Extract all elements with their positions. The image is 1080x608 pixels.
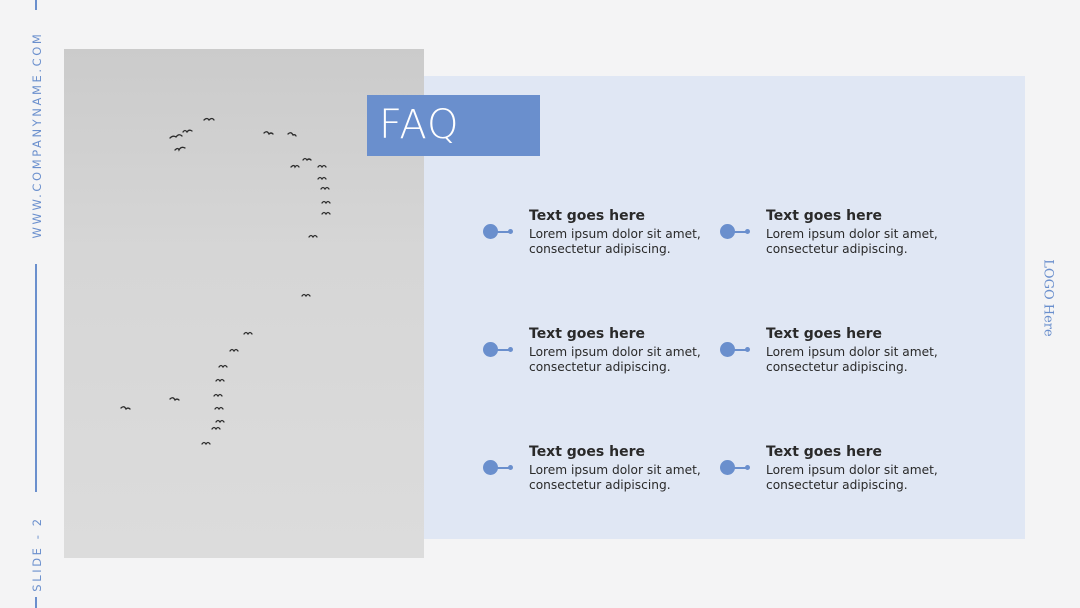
website-text: WWW.COMPANYNAME.COM — [30, 31, 44, 239]
connector-tip-icon — [745, 347, 750, 352]
connector-tip-icon — [745, 229, 750, 234]
faq-item-text: Lorem ipsum dolor sit amet, consectetur adipiscing. — [766, 227, 938, 256]
sidebar-line-bottom — [35, 597, 37, 608]
page-title: FAQ — [367, 95, 540, 156]
faq-item-title: Text goes here — [529, 444, 645, 460]
bullet-dot-icon — [720, 342, 735, 357]
faq-item-text: Lorem ipsum dolor sit amet, consectetur adipiscing. — [529, 463, 701, 492]
bullet-dot-icon — [483, 460, 498, 475]
bullet-dot-icon — [720, 224, 735, 239]
connector-tip-icon — [745, 465, 750, 470]
faq-item-text: Lorem ipsum dolor sit amet, consectetur adipiscing. — [766, 345, 938, 374]
sidebar-line-top — [35, 0, 37, 10]
faq-item-title: Text goes here — [766, 208, 882, 224]
connector-tip-icon — [508, 229, 513, 234]
faq-item-text: Lorem ipsum dolor sit amet, consectetur adipiscing. — [529, 345, 701, 374]
sidebar-line-middle — [35, 264, 37, 492]
faq-item-title: Text goes here — [529, 326, 645, 342]
bullet-dot-icon — [483, 224, 498, 239]
connector-tip-icon — [508, 465, 513, 470]
faq-item-title: Text goes here — [766, 326, 882, 342]
bullet-dot-icon — [720, 460, 735, 475]
slide-number: SLIDE - 2 — [30, 516, 44, 592]
faq-item-title: Text goes here — [529, 208, 645, 224]
faq-item-text: Lorem ipsum dolor sit amet, consectetur adipiscing. — [766, 463, 938, 492]
connector-tip-icon — [508, 347, 513, 352]
faq-item-text: Lorem ipsum dolor sit amet, consectetur adipiscing. — [529, 227, 701, 256]
logo-text: LOGO Here — [1040, 259, 1056, 337]
bullet-dot-icon — [483, 342, 498, 357]
faq-item-title: Text goes here — [766, 444, 882, 460]
